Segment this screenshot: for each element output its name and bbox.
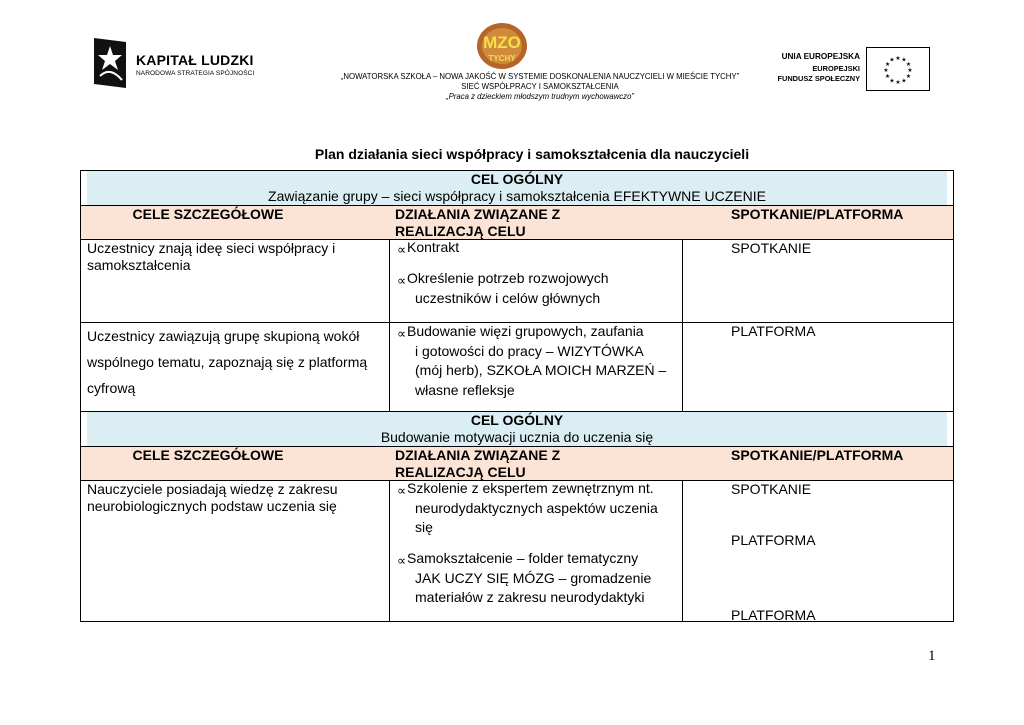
ue-line-2: EUROPEJSKI bbox=[812, 64, 860, 73]
s1r2-where: PLATFORMA bbox=[731, 323, 816, 339]
s1r2-action1 bbox=[407, 322, 666, 400]
mzo-emblem-icon bbox=[476, 22, 528, 70]
kapital-ludzki-logo bbox=[92, 36, 262, 92]
svg-text:★: ★ bbox=[884, 73, 891, 80]
svg-text:★: ★ bbox=[895, 79, 901, 86]
s1r1-action2-line2: uczestników i celów głównych bbox=[415, 289, 601, 306]
col-header-actions-2-line1: DZIAŁANIA ZWIĄZANE Z bbox=[395, 447, 561, 463]
svg-text:★: ★ bbox=[883, 67, 889, 74]
s1r2-goal-line2: wspólnego tematu, zapoznają się z platformą bbox=[87, 354, 368, 370]
s2r1-where-1: SPOTKANIE bbox=[731, 481, 812, 497]
s2r1-action2 bbox=[407, 549, 651, 608]
bullet-icon: ∝ bbox=[397, 242, 407, 257]
col-header-actions-line2: REALIZACJĄ CELU bbox=[395, 223, 526, 239]
s1r2-goal-line3: cyfrową bbox=[87, 380, 136, 396]
bullet-icon: ∝ bbox=[397, 553, 407, 568]
svg-text:★: ★ bbox=[901, 77, 907, 85]
s2r1-action2-line1: Samokształcenie – folder tematyczny bbox=[407, 550, 639, 566]
col-header-where-2: SPOTKANIE/PLATFORMA bbox=[731, 447, 904, 463]
s1r2-action1-line3: (mój herb), SZKOŁA MOICH MARZEŃ – bbox=[415, 362, 667, 378]
section2-subtitle: Budowanie motywacji ucznia do uczenia się bbox=[380, 429, 654, 445]
s1r2-goal bbox=[87, 323, 367, 401]
svg-text:★: ★ bbox=[905, 73, 912, 80]
s2r1-goal bbox=[87, 481, 338, 515]
bullet-icon: ∝ bbox=[397, 326, 407, 341]
project-line-1: „NOWATORSKA SZKOŁA – NOWA JAKOŚĆ W SYSTEMIE DOSKONALENIA NAUCZYCIELI W MIEŚCIE TYCHY” bbox=[340, 72, 740, 81]
document-title: Plan działania sieci współpracy i samokształcenia dla nauczycieli bbox=[314, 146, 750, 162]
s1r2-action1-line1: Budowanie więzi grupowych, zaufania bbox=[407, 323, 644, 339]
section1-heading: CEL OGÓLNY bbox=[470, 171, 564, 187]
s2r1-action1-line2: neurodydaktycznych aspektów uczenia bbox=[415, 499, 658, 516]
ue-line-3: FUNDUSZ SPOŁECZNY bbox=[777, 74, 860, 83]
col-header-actions-line1: DZIAŁANIA ZWIĄZANE Z bbox=[395, 206, 561, 222]
s2r1-action2-line2: JAK UCZY SIĘ MÓZG – gromadzenie bbox=[415, 569, 652, 586]
s1r2-goal-line1: Uczestnicy zawiązują grupę skupioną wokół bbox=[87, 328, 360, 344]
eu-flag-icon bbox=[866, 47, 930, 91]
page-number: 1 bbox=[928, 648, 936, 664]
ue-line-1: UNIA EUROPEJSKA bbox=[781, 52, 860, 61]
s2r1-goal-line1: Nauczyciele posiadają wiedzę z zakresu bbox=[87, 481, 338, 497]
mzo-text: MZO bbox=[483, 33, 521, 52]
svg-text:★: ★ bbox=[907, 67, 913, 74]
col-header-where: SPOTKANIE/PLATFORMA bbox=[731, 206, 904, 222]
s1r1-goal bbox=[87, 240, 335, 274]
column-divider bbox=[682, 480, 683, 622]
column-divider bbox=[682, 239, 683, 411]
project-line-3: „Praca z dzieckiem młodszym trudnym wychowawczo” bbox=[445, 92, 635, 101]
s1r1-action1: Kontrakt bbox=[407, 239, 460, 255]
plan-table bbox=[80, 170, 954, 622]
column-divider bbox=[389, 480, 390, 622]
kapital-ludzki-emblem-icon bbox=[92, 36, 128, 90]
col-header-actions-2-line2: REALIZACJĄ CELU bbox=[395, 464, 526, 480]
section1-subtitle: Zawiązanie grupy – sieci współpracy i samokształcenia EFEKTYWNE UCZENIE bbox=[268, 188, 766, 204]
project-header-text bbox=[300, 72, 780, 102]
mzo-sub: TYCHY bbox=[488, 54, 516, 63]
s1r1-action2 bbox=[407, 269, 609, 308]
svg-text:★: ★ bbox=[889, 56, 895, 64]
svg-text:★: ★ bbox=[901, 56, 907, 64]
ue-text-logo bbox=[768, 48, 860, 88]
mzo-tychy-logo bbox=[476, 22, 528, 70]
s2r1-action2-line3: materiałów z zakresu neurodydaktyki bbox=[415, 589, 645, 605]
section2-heading: CEL OGÓLNY bbox=[470, 412, 564, 428]
s1r1-action2-line1: Określenie potrzeb rozwojowych bbox=[407, 270, 609, 286]
s1r2-action1-line2: i gotowości do pracy – WIZYTÓWKA bbox=[415, 342, 644, 359]
s2r1-action1 bbox=[407, 479, 658, 538]
svg-text:★: ★ bbox=[884, 61, 891, 68]
s1r1-goal-line1: Uczestnicy znają ideę sieci współpracy i bbox=[87, 240, 336, 256]
svg-text:★: ★ bbox=[895, 55, 901, 62]
kapital-ludzki-title: KAPITAŁ LUDZKI bbox=[136, 52, 254, 68]
s2r1-where-3: PLATFORMA bbox=[731, 607, 816, 623]
s2r1-action1-line3: się bbox=[415, 519, 433, 535]
kapital-ludzki-subtitle: NARODOWA STRATEGIA SPÓJNOŚCI bbox=[136, 70, 255, 77]
col-header-goals: CELE SZCZEGÓŁOWE bbox=[132, 206, 284, 222]
project-line-2: SIEĆ WSPÓŁPRACY I SAMOKSZTAŁCENIA bbox=[461, 82, 619, 91]
s1r1-where: SPOTKANIE bbox=[731, 240, 812, 256]
s2r1-goal-line2: neurobiologicznych podstaw uczenia się bbox=[87, 498, 337, 514]
s1r1-goal-line2: samokształcenia bbox=[87, 257, 191, 273]
svg-text:★: ★ bbox=[889, 77, 895, 85]
s1r2-action1-line4: własne refleksje bbox=[415, 381, 515, 398]
col-header-goals-2: CELE SZCZEGÓŁOWE bbox=[132, 447, 284, 463]
bullet-icon: ∝ bbox=[397, 273, 407, 288]
column-divider bbox=[389, 239, 390, 411]
s2r1-action1-line1: Szkolenie z ekspertem zewnętrznym nt. bbox=[407, 480, 654, 496]
s2r1-where-2: PLATFORMA bbox=[731, 532, 816, 548]
bullet-icon: ∝ bbox=[397, 483, 407, 498]
svg-text:★: ★ bbox=[905, 61, 912, 68]
